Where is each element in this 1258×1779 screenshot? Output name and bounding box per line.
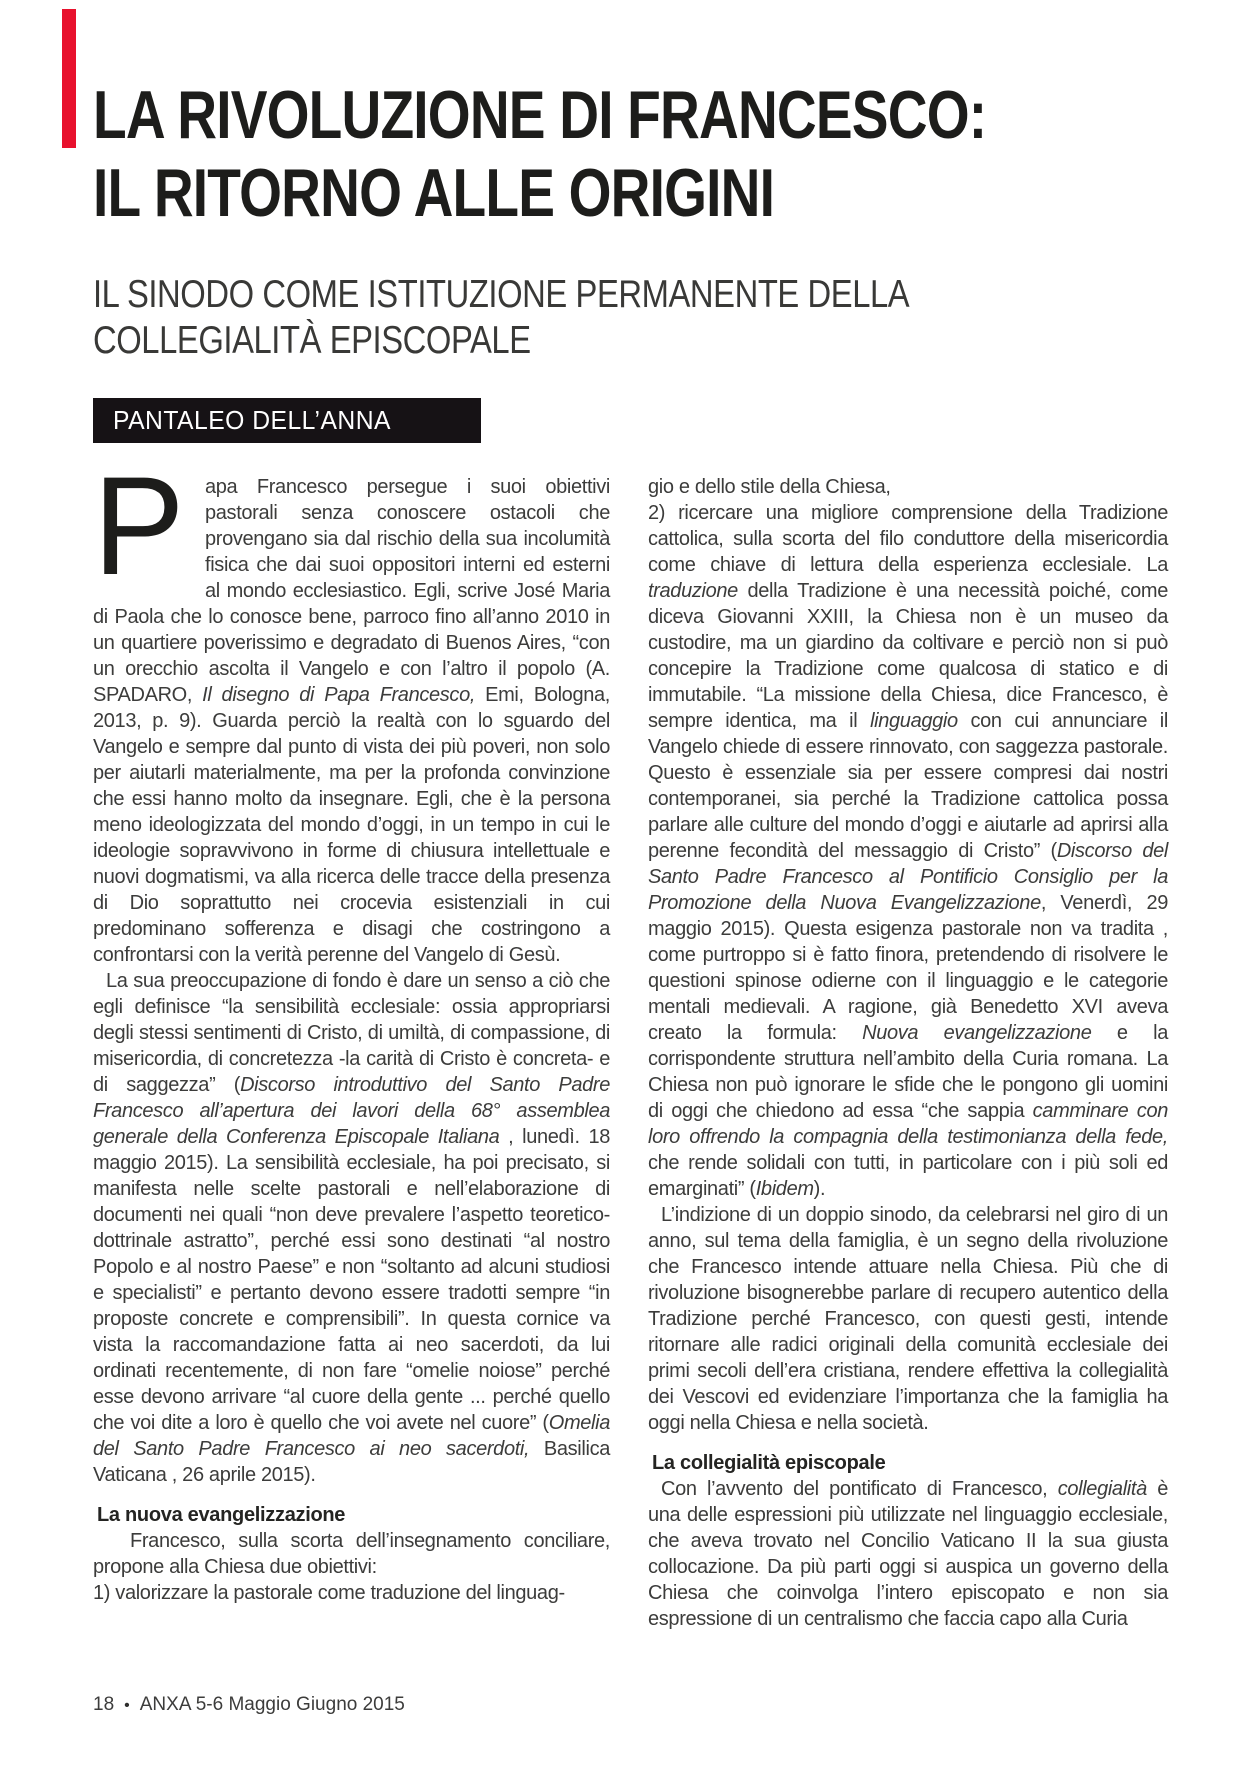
text-segment: La nuova evangelizzazione [97, 1504, 346, 1526]
body-paragraph [648, 1476, 1168, 1632]
section-heading [648, 1450, 1168, 1476]
text-segment: collegialità [1057, 1478, 1147, 1500]
right-column [648, 474, 1168, 1632]
article-subtitle [93, 272, 1065, 364]
text-segment: Discorso introduttivo del Santo Padre Francesco all’apertura dei lavori della 68° assemblea generale della Conferenza Episcopale Italiana [93, 1074, 611, 1148]
text-segment: Omelia del Santo Padre Francesco ai neo sacerdoti, [93, 1412, 610, 1460]
body-paragraph [648, 1202, 1168, 1436]
text-segment: L’indizione di un doppio sinodo, da celebrarsi nel giro di un anno, sul tema della famiglia, è un segno della rivoluzione che Francesco intende attuare nella Chiesa. Più che di rivoluzione bisognerebbe parlare di recupero autentico della Tradizione perché Francesco, con questi gesti, intende ritornare alle radici originali della comunità ecclesiale dei primi secoli dell’era cristiana, rendere effettiva la collegialità dei Vescovi ed evidenziare l’importanza che la famiglia ha oggi nella Chiesa e nella società. [648, 1204, 1168, 1434]
text-segment: gio e dello stile della Chiesa, [648, 476, 891, 498]
footer-issue-text: ANXA 5-6 Maggio Giugno 2015 [139, 1694, 405, 1715]
article-title [93, 76, 1196, 232]
red-accent-bar [62, 9, 76, 148]
text-segment: ). [813, 1178, 826, 1200]
text-segment: è una delle espressioni più utilizzate nel linguaggio ecclesiale, che aveva trovato nel Concilio Vaticano II la sua giusta collocazione. Da più parti oggi si auspica un governo della Chiesa che coinvolga l’intero episcopato e non sia espressione di un centralismo che faccia capo alla Curia [648, 1478, 1168, 1630]
text-segment: 2) ricercare una migliore comprensione della Tradizione cattolica, sulla scorta del filo conduttore della misericordia come chiave di lettura della esperienza ecclesiale. La [648, 502, 1168, 576]
body-paragraph [93, 1580, 610, 1606]
text-segment: 1) valorizzare la pastorale come traduzione del linguag- [93, 1582, 565, 1604]
text-segment: Ibidem [755, 1178, 814, 1200]
article-body [93, 447, 1169, 1632]
author-name: PANTALEO DELL’ANNA [112, 405, 392, 435]
page-footer [93, 1694, 405, 1716]
article-title-line1: LA RIVOLUZIONE DI FRANCESCO: [93, 77, 987, 153]
article-subtitle-line1: IL SINODO COME ISTITUZIONE PERMANENTE DELLA [93, 273, 910, 316]
text-segment: che rende solidali con tutti, in particolare con i più soli ed emarginati” ( [648, 1152, 1168, 1200]
text-segment: camminare con loro offrendo la compagnia della testimonianza della fede, [648, 1100, 1169, 1148]
text-segment: traduzione [648, 580, 738, 602]
text-segment: Nuova evangelizzazione [862, 1022, 1092, 1044]
text-segment: La collegialità episcopale [652, 1452, 886, 1474]
text-segment: Francesco, sulla scorta dell’insegnamento conciliare, propone alla Chiesa due obiettivi: [93, 1530, 610, 1578]
text-segment: e la corrispondente struttura nell’ambito della Curia romana. La Chiesa non può ignorare le sfide che le pongono gli uomini di oggi che chiedono ad essa “che sappia [648, 1022, 1168, 1122]
body-paragraph [648, 500, 1168, 1202]
article-subtitle-line2: COLLEGIALITÀ EPISCOPALE [93, 319, 531, 362]
body-paragraph [648, 474, 1168, 500]
text-segment: Con l’avvento del pontificato di Francesco, [661, 1478, 1058, 1500]
text-segment: Emi, Bologna, 2013, p. 9). Guarda perciò la realtà con lo sguardo del Vangelo e sempre dal punto di vista dei più poveri, non solo per aiutarli materialmente, ma per la profonda convinzione che essi hanno molto da insegnare. Egli, che è la persona meno ideologizzata del mondo d’oggi, in un tempo in cui le ideologie sopravvivono in forme di chiusura intellettuale e nuovi dogmatismi, va alla ricerca delle tracce della presenza di Dio soprattutto nei crocevia esistenziali in cui predominano sofferenza e disagi che costringono a confrontarsi con la verità perenne del Vangelo di Gesù. [93, 684, 610, 966]
text-segment: con cui annunciare il Vangelo chiede di essere rinnovato, con saggezza pastorale. Questo è essenziale sia per essere compresi dai nostri contemporanei, sia perché la Tradizione cattolica possa parlare alle culture del mondo d’oggi e aiutarle ad aprirsi alla perenne fecondità del messaggio di Cristo” ( [648, 710, 1168, 862]
text-segment: , lunedì. 18 maggio 2015). La sensibilità ecclesiale, ha poi precisato, si manifesta nelle scelte pastorali e nell’elaborazione di documenti nei quali “non deve prevalere l’aspetto teoretico-dottrinale astratto”, perché essi sono destinati “al nostro Popolo e al nostro Paese” e non “soltanto ad alcuni studiosi e specialisti” e pertanto devono essere tradotti sempre “in proposte concrete e comprensibili”. In questa cornice va vista la raccomandazione fatta ai neo sacerdoti, da lui ordinati recentemente, di non fare “omelie noiose” perché esse devono arrivare “al cuore della gente ... perché quello che voi dite a loro è quello che voi avete nel cuore” ( [93, 1126, 610, 1434]
body-paragraph [93, 447, 610, 968]
body-paragraph [93, 968, 610, 1488]
text-segment: La sua preoccupazione di fondo è dare un senso a ciò che egli definisce “la sensibilità ecclesiale: ossia appropriarsi degli stessi sentimenti di Cristo, di umiltà, di compassione, di misericordia, di concretezza -la carità di Cristo è concreta- e di saggezza” ( [93, 970, 610, 1096]
body-paragraph [93, 1528, 610, 1580]
page-number: 18 [93, 1694, 115, 1715]
text-segment: Discorso del Santo Padre Francesco al Pontificio Consiglio per la Promozione della Nuova Evangelizzazione [648, 840, 1168, 914]
drop-cap: P [93, 447, 185, 604]
text-segment: Basilica Vaticana , 26 aprile 2015). [93, 1438, 610, 1486]
article-title-line2: IL RITORNO ALLE ORIGINI [93, 155, 775, 231]
author-bar [93, 398, 481, 443]
text-segment: linguaggio [870, 710, 958, 732]
text-segment: , Venerdì, 29 maggio 2015). Questa esigenza pastorale non va tradita , come purtroppo si è fatto finora, pretendendo di risolvere le questioni spinose odierne con il linguaggio e le categorie mentali medievali. A ragione, già Benedetto XVI aveva creato la formula: [648, 892, 1168, 1044]
text-segment: Il disegno di Papa Francesco, [202, 684, 476, 706]
section-heading [93, 1502, 610, 1528]
left-column [93, 447, 611, 1632]
text-segment: apa Francesco persegue i suoi obiettivi pastorali senza conoscere ostacoli che provengano sia dal rischio della sua incolumità fisica che dai suoi oppositori interni ed esterni al mondo ecclesiastico. Egli, scrive José Maria di Paola che lo conosce bene, parroco fino all’anno 2010 in un quartiere poverissimo e degradato di Buenos Aires, “con un orecchio ascolta il Vangelo e con l’altro il popolo (A. SPADARO, [93, 476, 610, 706]
footer-bullet: • [124, 1697, 130, 1714]
text-segment: della Tradizione è una necessità poiché, come diceva Giovanni XXIII, la Chiesa non è un museo da custodire, ma un giardino da coltivare e perciò non si può concepire la Tradizione come qualcosa di statico e di immutabile. “La missione della Chiesa, dice Francesco, è sempre identica, ma il [648, 580, 1168, 732]
